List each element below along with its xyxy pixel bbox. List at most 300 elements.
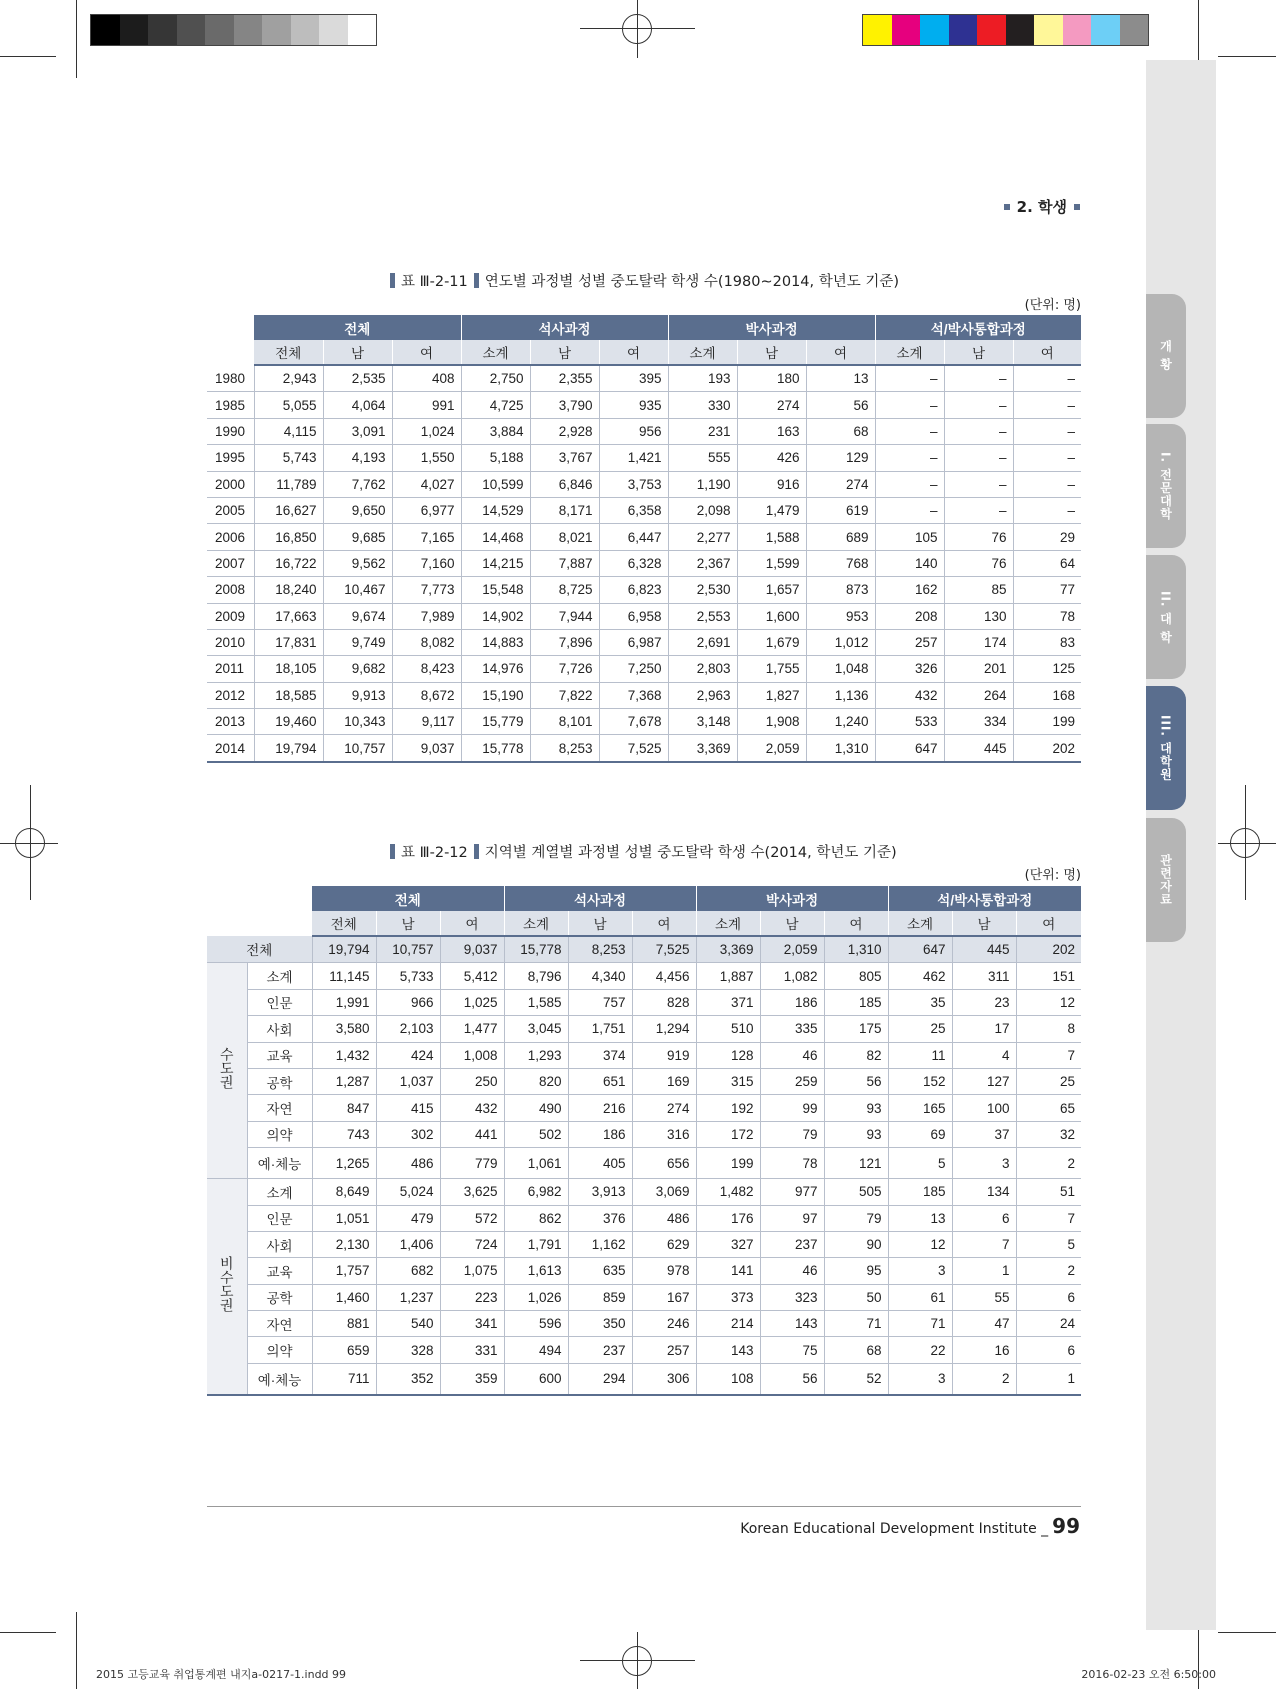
value-cell: 1,012 bbox=[806, 629, 875, 655]
value-cell: 572 bbox=[440, 1205, 504, 1231]
year-cell: 2011 bbox=[207, 656, 254, 682]
table-row bbox=[207, 392, 1081, 418]
value-cell: 169 bbox=[632, 1068, 696, 1094]
value-cell: 250 bbox=[440, 1068, 504, 1094]
table1-caption bbox=[390, 270, 899, 291]
table-row bbox=[207, 497, 1081, 523]
value-cell: 2,553 bbox=[668, 603, 737, 629]
value-cell: 56 bbox=[806, 392, 875, 418]
region-cell bbox=[207, 963, 247, 1179]
crop-mark bbox=[0, 1632, 56, 1633]
value-cell: 479 bbox=[376, 1205, 440, 1231]
value-cell: 6,447 bbox=[599, 524, 668, 550]
value-cell: 7,887 bbox=[530, 550, 599, 576]
value-cell: 1,190 bbox=[668, 471, 737, 497]
table-row-total bbox=[207, 936, 1081, 963]
value-cell: 64 bbox=[1013, 550, 1081, 576]
value-cell: 1,751 bbox=[568, 1016, 632, 1042]
field-cell: 인문 bbox=[247, 1205, 312, 1231]
value-cell: 659 bbox=[312, 1337, 376, 1363]
value-cell: 1,421 bbox=[599, 445, 668, 471]
value-cell: 1,791 bbox=[504, 1231, 568, 1257]
value-cell: 4,456 bbox=[632, 963, 696, 989]
value-cell: 5,733 bbox=[376, 963, 440, 989]
table-row bbox=[207, 550, 1081, 576]
value-cell: 502 bbox=[504, 1121, 568, 1147]
field-cell: 의약 bbox=[247, 1337, 312, 1363]
value-cell: 192 bbox=[696, 1095, 760, 1121]
color-bar bbox=[862, 14, 1149, 46]
value-cell: 61 bbox=[888, 1284, 952, 1310]
section-title: 2. 학생 bbox=[1016, 198, 1067, 216]
table-row bbox=[207, 682, 1081, 708]
value-cell: 862 bbox=[504, 1205, 568, 1231]
year-cell: 2013 bbox=[207, 709, 254, 735]
value-cell: 202 bbox=[1013, 735, 1081, 762]
table-row bbox=[207, 1284, 1081, 1310]
table1-subheader: 소계 bbox=[461, 340, 530, 365]
table2-subheader: 여 bbox=[632, 911, 696, 936]
value-cell: 78 bbox=[1013, 603, 1081, 629]
field-cell: 자연 bbox=[247, 1095, 312, 1121]
value-cell: 9,674 bbox=[323, 603, 392, 629]
crop-mark bbox=[0, 56, 56, 57]
value-cell: 15,190 bbox=[461, 682, 530, 708]
field-cell: 자연 bbox=[247, 1311, 312, 1337]
table-row bbox=[207, 1205, 1081, 1231]
value-cell: 494 bbox=[504, 1337, 568, 1363]
value-cell: 490 bbox=[504, 1095, 568, 1121]
value-cell: – bbox=[944, 497, 1013, 523]
value-cell: 143 bbox=[760, 1311, 824, 1337]
value-cell: 1,887 bbox=[696, 963, 760, 989]
value-cell: – bbox=[1013, 392, 1081, 418]
table1-group-header: 전체 bbox=[254, 315, 461, 340]
value-cell: 916 bbox=[737, 471, 806, 497]
value-cell: 47 bbox=[952, 1311, 1016, 1337]
registration-mark bbox=[15, 828, 45, 858]
value-cell: 7,525 bbox=[632, 936, 696, 963]
value-cell: 141 bbox=[696, 1258, 760, 1284]
value-cell: 199 bbox=[1013, 709, 1081, 735]
year-cell: 1990 bbox=[207, 418, 254, 444]
table2-group-header: 석/박사통합과정 bbox=[888, 886, 1081, 911]
value-cell: 600 bbox=[504, 1363, 568, 1395]
value-cell: 264 bbox=[944, 682, 1013, 708]
value-cell: 163 bbox=[737, 418, 806, 444]
value-cell: 1,294 bbox=[632, 1016, 696, 1042]
table-row bbox=[207, 629, 1081, 655]
value-cell: 1 bbox=[1016, 1363, 1081, 1395]
tab-university[interactable]: II. 대 학 bbox=[1146, 555, 1186, 679]
value-cell: 11 bbox=[888, 1042, 952, 1068]
value-cell: 3 bbox=[888, 1258, 952, 1284]
value-cell: 175 bbox=[824, 1016, 888, 1042]
value-cell: 1,237 bbox=[376, 1284, 440, 1310]
value-cell: 17,663 bbox=[254, 603, 323, 629]
value-cell: 2,059 bbox=[737, 735, 806, 762]
value-cell: 757 bbox=[568, 989, 632, 1015]
value-cell: 25 bbox=[888, 1016, 952, 1042]
value-cell: 1,026 bbox=[504, 1284, 568, 1310]
table-row bbox=[207, 1179, 1081, 1205]
value-cell: 68 bbox=[824, 1337, 888, 1363]
table2-subheader: 여 bbox=[1016, 911, 1081, 936]
value-cell: 185 bbox=[888, 1179, 952, 1205]
value-cell: 1,082 bbox=[760, 963, 824, 989]
value-cell: 331 bbox=[440, 1337, 504, 1363]
value-cell: 1,479 bbox=[737, 497, 806, 523]
value-cell: 1,482 bbox=[696, 1179, 760, 1205]
value-cell: 689 bbox=[806, 524, 875, 550]
table2 bbox=[207, 886, 1081, 1396]
value-cell: 68 bbox=[806, 418, 875, 444]
table2-subheader: 소계 bbox=[888, 911, 952, 936]
value-cell: 237 bbox=[568, 1337, 632, 1363]
value-cell: 426 bbox=[737, 445, 806, 471]
value-cell: 79 bbox=[760, 1121, 824, 1147]
value-cell: 1,075 bbox=[440, 1258, 504, 1284]
table-row bbox=[207, 1363, 1081, 1395]
value-cell: 8,725 bbox=[530, 577, 599, 603]
value-cell: 14,468 bbox=[461, 524, 530, 550]
value-cell: 6 bbox=[952, 1205, 1016, 1231]
value-cell: 445 bbox=[952, 936, 1016, 963]
value-cell: 11,145 bbox=[312, 963, 376, 989]
caption-bar-icon bbox=[390, 844, 395, 859]
value-cell: – bbox=[875, 418, 944, 444]
tab-graduate-school[interactable]: III. 대학원 bbox=[1146, 686, 1186, 810]
footer-institute: Korean Educational Development Institute _ bbox=[740, 1521, 1049, 1537]
value-cell: 405 bbox=[568, 1148, 632, 1179]
table2-subheader: 여 bbox=[824, 911, 888, 936]
table1-subheader: 소계 bbox=[875, 340, 944, 365]
value-cell: 3,790 bbox=[530, 392, 599, 418]
value-cell: 2,530 bbox=[668, 577, 737, 603]
value-cell: 881 bbox=[312, 1311, 376, 1337]
value-cell: 51 bbox=[1016, 1179, 1081, 1205]
caption-bar-icon bbox=[390, 273, 395, 288]
table2-corner bbox=[207, 886, 312, 911]
section-header bbox=[1004, 196, 1080, 217]
value-cell: 629 bbox=[632, 1231, 696, 1257]
table-row bbox=[207, 709, 1081, 735]
value-cell: 180 bbox=[737, 365, 806, 392]
table-row bbox=[207, 1042, 1081, 1068]
value-cell: 7,989 bbox=[392, 603, 461, 629]
value-cell: 3,767 bbox=[530, 445, 599, 471]
value-cell: 2,535 bbox=[323, 365, 392, 392]
value-cell: 1,037 bbox=[376, 1068, 440, 1094]
value-cell: 1,406 bbox=[376, 1231, 440, 1257]
tab-references[interactable]: 관련자료 bbox=[1146, 818, 1186, 942]
value-cell: 95 bbox=[824, 1258, 888, 1284]
value-cell: 237 bbox=[760, 1231, 824, 1257]
value-cell: 8,672 bbox=[392, 682, 461, 708]
value-cell: 7,678 bbox=[599, 709, 668, 735]
value-cell: 75 bbox=[760, 1337, 824, 1363]
value-cell: 15,548 bbox=[461, 577, 530, 603]
table-row bbox=[207, 1337, 1081, 1363]
value-cell: 7,822 bbox=[530, 682, 599, 708]
value-cell: 259 bbox=[760, 1068, 824, 1094]
value-cell: 10,467 bbox=[323, 577, 392, 603]
value-cell: 56 bbox=[824, 1068, 888, 1094]
value-cell: 17 bbox=[952, 1016, 1016, 1042]
value-cell: 1,008 bbox=[440, 1042, 504, 1068]
field-cell: 소계 bbox=[247, 1179, 312, 1205]
table2-unit: (단위: 명) bbox=[1024, 868, 1081, 883]
value-cell: 779 bbox=[440, 1148, 504, 1179]
table-row bbox=[207, 577, 1081, 603]
value-cell: 7 bbox=[1016, 1042, 1081, 1068]
value-cell: 129 bbox=[806, 445, 875, 471]
value-cell: – bbox=[944, 445, 1013, 471]
value-cell: 93 bbox=[824, 1121, 888, 1147]
value-cell: 8,021 bbox=[530, 524, 599, 550]
value-cell: 6 bbox=[1016, 1284, 1081, 1310]
square-bullet-icon bbox=[1004, 204, 1010, 210]
table2-title: 지역별 계열별 과정별 성별 중도탈락 학생 수(2014, 학년도 기준) bbox=[484, 845, 897, 861]
value-cell: 11,789 bbox=[254, 471, 323, 497]
value-cell: – bbox=[1013, 497, 1081, 523]
value-cell: 6,977 bbox=[392, 497, 461, 523]
value-cell: 6,328 bbox=[599, 550, 668, 576]
crop-mark bbox=[76, 1612, 77, 1689]
value-cell: 130 bbox=[944, 603, 1013, 629]
table2-subheader: 남 bbox=[376, 911, 440, 936]
value-cell: 7,165 bbox=[392, 524, 461, 550]
value-cell: 395 bbox=[599, 365, 668, 392]
field-cell: 인문 bbox=[247, 989, 312, 1015]
value-cell: 1,599 bbox=[737, 550, 806, 576]
value-cell: 216 bbox=[568, 1095, 632, 1121]
region-label: 비수도권 bbox=[218, 1255, 235, 1312]
table1-group-header: 석/박사통합과정 bbox=[875, 315, 1081, 340]
value-cell: 23 bbox=[952, 989, 1016, 1015]
value-cell: 176 bbox=[696, 1205, 760, 1231]
table2-subheader: 남 bbox=[568, 911, 632, 936]
field-cell: 예·체능 bbox=[247, 1363, 312, 1395]
value-cell: 3,091 bbox=[323, 418, 392, 444]
value-cell: 1,991 bbox=[312, 989, 376, 1015]
value-cell: 2,098 bbox=[668, 497, 737, 523]
value-cell: 2,928 bbox=[530, 418, 599, 444]
value-cell: 415 bbox=[376, 1095, 440, 1121]
value-cell: 56 bbox=[760, 1363, 824, 1395]
value-cell: 1,310 bbox=[824, 936, 888, 963]
year-cell: 2010 bbox=[207, 629, 254, 655]
value-cell: 7,726 bbox=[530, 656, 599, 682]
value-cell: 6,987 bbox=[599, 629, 668, 655]
value-cell: 127 bbox=[952, 1068, 1016, 1094]
value-cell: 555 bbox=[668, 445, 737, 471]
value-cell: 327 bbox=[696, 1231, 760, 1257]
value-cell: 14,902 bbox=[461, 603, 530, 629]
value-cell: 352 bbox=[376, 1363, 440, 1395]
table2-corner bbox=[207, 911, 312, 936]
value-cell: 656 bbox=[632, 1148, 696, 1179]
value-cell: 4,193 bbox=[323, 445, 392, 471]
table-row bbox=[207, 1068, 1081, 1094]
value-cell: 9,037 bbox=[392, 735, 461, 762]
value-cell: 311 bbox=[952, 963, 1016, 989]
value-cell: 90 bbox=[824, 1231, 888, 1257]
year-cell: 2009 bbox=[207, 603, 254, 629]
value-cell: 4,115 bbox=[254, 418, 323, 444]
value-cell: 326 bbox=[875, 656, 944, 682]
table1-subheader: 여 bbox=[1013, 340, 1081, 365]
year-cell: 2012 bbox=[207, 682, 254, 708]
tab-junior-college[interactable]: I. 전문대학 bbox=[1146, 424, 1186, 548]
table-row bbox=[207, 963, 1081, 989]
value-cell: 302 bbox=[376, 1121, 440, 1147]
value-cell: 7,368 bbox=[599, 682, 668, 708]
value-cell: 134 bbox=[952, 1179, 1016, 1205]
table1 bbox=[207, 315, 1081, 763]
value-cell: 140 bbox=[875, 550, 944, 576]
value-cell: – bbox=[875, 471, 944, 497]
value-cell: 1,600 bbox=[737, 603, 806, 629]
value-cell: 8,253 bbox=[530, 735, 599, 762]
value-cell: 46 bbox=[760, 1258, 824, 1284]
value-cell: 919 bbox=[632, 1042, 696, 1068]
field-cell: 의약 bbox=[247, 1121, 312, 1147]
value-cell: 462 bbox=[888, 963, 952, 989]
value-cell: 8,101 bbox=[530, 709, 599, 735]
value-cell: 1,136 bbox=[806, 682, 875, 708]
value-cell: 108 bbox=[696, 1363, 760, 1395]
value-cell: 334 bbox=[944, 709, 1013, 735]
value-cell: 29 bbox=[1013, 524, 1081, 550]
value-cell: 99 bbox=[760, 1095, 824, 1121]
value-cell: 274 bbox=[806, 471, 875, 497]
value-cell: 3,069 bbox=[632, 1179, 696, 1205]
value-cell: 4,725 bbox=[461, 392, 530, 418]
table-row bbox=[207, 445, 1081, 471]
value-cell: 3,148 bbox=[668, 709, 737, 735]
value-cell: 257 bbox=[875, 629, 944, 655]
table1-group-header: 석사과정 bbox=[461, 315, 668, 340]
table2-number: 표 Ⅲ-2-12 bbox=[401, 845, 468, 861]
table1-subheader: 남 bbox=[323, 340, 392, 365]
value-cell: 32 bbox=[1016, 1121, 1081, 1147]
field-cell: 교육 bbox=[247, 1258, 312, 1284]
value-cell: 50 bbox=[824, 1284, 888, 1310]
field-cell: 공학 bbox=[247, 1284, 312, 1310]
value-cell: 1,293 bbox=[504, 1042, 568, 1068]
table-row bbox=[207, 418, 1081, 444]
value-cell: 9,037 bbox=[440, 936, 504, 963]
table1-corner bbox=[207, 315, 254, 340]
value-cell: 7 bbox=[952, 1231, 1016, 1257]
value-cell: 79 bbox=[824, 1205, 888, 1231]
value-cell: 46 bbox=[760, 1042, 824, 1068]
value-cell: 8,649 bbox=[312, 1179, 376, 1205]
value-cell: 1,755 bbox=[737, 656, 806, 682]
value-cell: 376 bbox=[568, 1205, 632, 1231]
value-cell: 805 bbox=[824, 963, 888, 989]
value-cell: 83 bbox=[1013, 629, 1081, 655]
table1-number: 표 Ⅲ-2-11 bbox=[401, 274, 468, 290]
table1-subheader: 여 bbox=[806, 340, 875, 365]
value-cell: 199 bbox=[696, 1148, 760, 1179]
table1-subheader: 전체 bbox=[254, 340, 323, 365]
value-cell: 5 bbox=[1016, 1231, 1081, 1257]
value-cell: 93 bbox=[824, 1095, 888, 1121]
value-cell: 5,188 bbox=[461, 445, 530, 471]
value-cell: 15,779 bbox=[461, 709, 530, 735]
registration-mark bbox=[1230, 828, 1260, 858]
table2-subheader: 여 bbox=[440, 911, 504, 936]
value-cell: 8,082 bbox=[392, 629, 461, 655]
value-cell: 15,778 bbox=[461, 735, 530, 762]
year-cell: 2007 bbox=[207, 550, 254, 576]
value-cell: 6,358 bbox=[599, 497, 668, 523]
registration-mark bbox=[622, 14, 652, 44]
value-cell: 17,831 bbox=[254, 629, 323, 655]
table1-unit: (단위: 명) bbox=[1024, 298, 1081, 313]
value-cell: 966 bbox=[376, 989, 440, 1015]
value-cell: – bbox=[1013, 365, 1081, 392]
value-cell: 3,580 bbox=[312, 1016, 376, 1042]
value-cell: 977 bbox=[760, 1179, 824, 1205]
value-cell: 185 bbox=[824, 989, 888, 1015]
value-cell: 486 bbox=[376, 1148, 440, 1179]
value-cell: 2 bbox=[1016, 1258, 1081, 1284]
value-cell: – bbox=[944, 392, 1013, 418]
value-cell: 208 bbox=[875, 603, 944, 629]
value-cell: 8,796 bbox=[504, 963, 568, 989]
value-cell: 4 bbox=[952, 1042, 1016, 1068]
value-cell: 186 bbox=[760, 989, 824, 1015]
value-cell: 214 bbox=[696, 1311, 760, 1337]
value-cell: 350 bbox=[568, 1311, 632, 1337]
value-cell: 374 bbox=[568, 1042, 632, 1068]
value-cell: 165 bbox=[888, 1095, 952, 1121]
value-cell: 3,884 bbox=[461, 418, 530, 444]
tab-overview[interactable]: 개 황 bbox=[1146, 294, 1186, 418]
value-cell: 19,794 bbox=[254, 735, 323, 762]
value-cell: 4,027 bbox=[392, 471, 461, 497]
table-row bbox=[207, 1121, 1081, 1147]
value-cell: 2,691 bbox=[668, 629, 737, 655]
value-cell: 6 bbox=[1016, 1337, 1081, 1363]
value-cell: 1,613 bbox=[504, 1258, 568, 1284]
value-cell: 743 bbox=[312, 1121, 376, 1147]
value-cell: 1,162 bbox=[568, 1231, 632, 1257]
value-cell: 201 bbox=[944, 656, 1013, 682]
value-cell: – bbox=[1013, 471, 1081, 497]
value-cell: 125 bbox=[1013, 656, 1081, 682]
value-cell: 76 bbox=[944, 524, 1013, 550]
value-cell: 8 bbox=[1016, 1016, 1081, 1042]
value-cell: 1,432 bbox=[312, 1042, 376, 1068]
value-cell: 341 bbox=[440, 1311, 504, 1337]
value-cell: 5,024 bbox=[376, 1179, 440, 1205]
value-cell: 330 bbox=[668, 392, 737, 418]
value-cell: 1,477 bbox=[440, 1016, 504, 1042]
value-cell: 1,757 bbox=[312, 1258, 376, 1284]
table-row bbox=[207, 1258, 1081, 1284]
year-cell: 2006 bbox=[207, 524, 254, 550]
value-cell: 172 bbox=[696, 1121, 760, 1147]
table2-group-header: 박사과정 bbox=[696, 886, 888, 911]
table-row bbox=[207, 1016, 1081, 1042]
value-cell: 18,105 bbox=[254, 656, 323, 682]
year-cell: 2005 bbox=[207, 497, 254, 523]
table2-caption bbox=[390, 841, 897, 862]
